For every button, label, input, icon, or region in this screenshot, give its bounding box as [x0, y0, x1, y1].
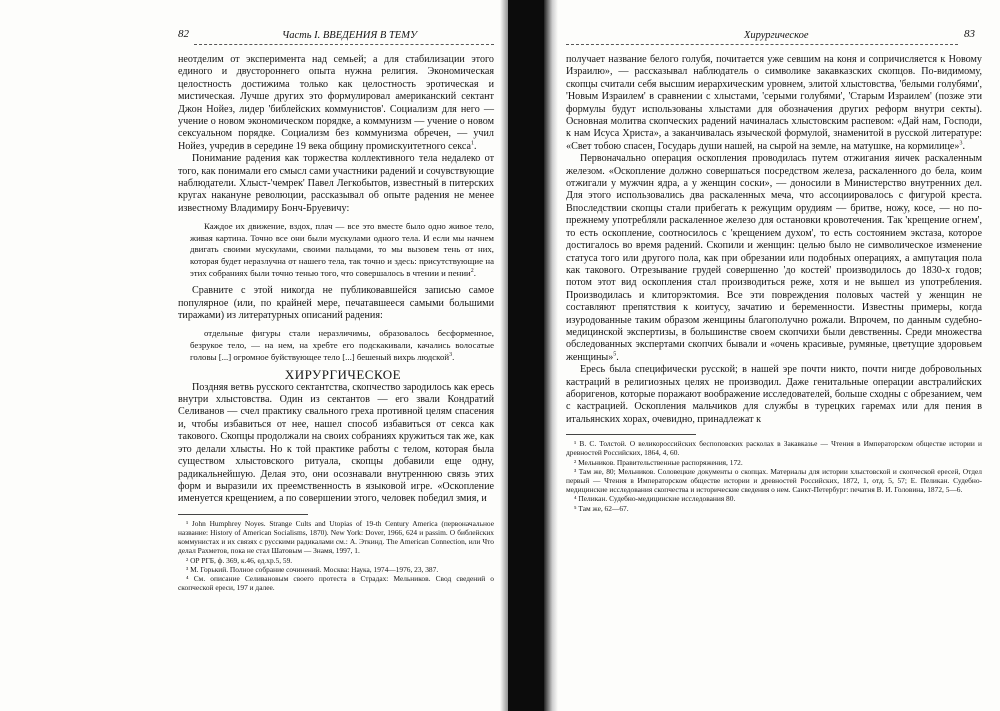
- footnote: ⁵ Там же, 62—67.: [574, 503, 629, 513]
- left-paragraph: Понимание радения как торжества коллективного тела недалеко от того, как понимали его смысл сами участники радений и сочувствующие наблюдатели. Хлыст-'чемрек' Павел Легкобытов, известный в питерских кругах накануне революции, рассказывал об опыте радения не менее известному Владимиру Бонч-Бруевичу:: [178, 153, 494, 214]
- book-gutter: [508, 0, 546, 711]
- right-page-number: 83: [964, 28, 975, 40]
- footnote: ² ОР РГБ, ф. 369, к.46, ед.хр.5, 59.: [186, 555, 293, 565]
- footnote-rule: [566, 434, 696, 435]
- block-quote: отдельные фигуры стали неразличимы, образовалось бесформенное, безрукое тело, — на нем, на хребте его подскакивали, качались волосатые головы [...] огромное буйствующее тело [...] бешеный вихрь людской$^3$.: [190, 328, 494, 362]
- right-text-column: [566, 54, 982, 513]
- left-text-column: [178, 54, 494, 592]
- left-paragraph: Поздняя ветвь русского сектантства, скопчество зародилось как ересь внутри хлыстовства. Один из сектантов — его звали Кондратий Селиванов — счел практику свального греха противной целям спасения и, чтобы избавиться от нее, нашел способ избавиться от секса как такового. Скопцы продолжали на своих собраниях кружиться так же, как это делали хлысты. Но к той практике работы с телом, которая была существом хлыстовского ритуала, скопцы добавили еще одну, радикальнейшую. Делая это, они осознавали внутреннюю связь этих форм и выразили их преемственность в языковой игре. «Оскопление именуется крещением, а по совершении этого, человек победил змия, и: [178, 381, 494, 505]
- left-running-head: Часть I. ВВЕДЕНИЯ В ТЕМУ: [282, 30, 418, 41]
- footnote: ⁴ См. описание Селивановым своего протеста в Страдах: Мельников. Свод сведений о скопческой ереси, 197 и далее.: [178, 573, 494, 593]
- section-title: ХИРУРГИЧЕСКОЕ: [284, 367, 402, 383]
- left-footnotes: [178, 519, 494, 593]
- right-paragraph: Первоначально операция оскопления проводилась путем отжигания яичек раскаленным железом. «Оскопление должно совершаться посредством железа, раскаленного до бела, коим отжигали у мужчин ядра, а у женщин соски», — доносили в Министерство внутренних дел. Для этого использовались два раскаленных меча, что ассоциировалось с фигурой креста. Впоследствии скопцы стали прибегать к режущим орудиям — бритве, ножу, косе, — но по-прежнему употребляли раскаленное железо для остановки кровотечения. Так 'крещение огнем', то есть оскопление, соотносилось с 'крещением духом', то есть состоянием экстаза, которое достигалось во время радений. Скопили и женщин: целью было не символическое изменение статуса того или другого пола, как при обрезании или подобных операциях, а ампутация пола как такового. Отрезывание грудей совершенно 'до костей' производилось до 1830-х годов; потом этот вид оскопления стал производиться реже, хотя и не вышел из употребления. Производилась и клиторэктомия. Все эти повреждения половых частей у женщин не составляют препятствия к коитусу, зачатию и беременности. Известны примеры, когда изуродованные таким образом женщины благополучно рожали. Впрочем, по данным судебно-медицинской экспертизы, в большинстве своем скопчихи были девственны. Среди множества обследованных экспертами скопчих бывали и «очень красивые, румяные, цветущие здоровьем женщины»$^5$.: [566, 153, 982, 363]
- left-paragraph: Сравните с этой никогда не публиковавшейся записью самое популярное (или, по крайней мере, печатавшееся самыми большими тиражами) из литературных описаний радения:: [178, 285, 494, 322]
- footnote: ⁴ Пеликан. Судебно-медицинские исследования 80.: [574, 494, 736, 504]
- right-running-head: Хирургическое: [744, 30, 809, 41]
- block-quote: Каждое их движение, вздох, плач — все это вместе было одно живое тело, живая картина. Точно все они были мускулами одного тела. И если мы начнем двигать своими мускулами, своими пальцами, то мы вызовем тень от них, которая будет неразлучна от нашего тела, так точно и здесь: присутствующие на этих собраниях были точно тенью того, что совершалось в чтении и пении$^2$.: [190, 221, 494, 278]
- left-page-number: 82: [178, 28, 189, 40]
- right-footnotes: [566, 439, 982, 513]
- right-head-rule: [566, 44, 958, 45]
- left-head-rule: [194, 44, 494, 45]
- left-paragraph: неотделим от эксперимента над семьей; а для стабилизации этого единого и двустороннего опыта нужна религия. Экономическая целостность достижима только как целостность эротическая и мистическая. Лучше других это формулировал американский сектант Джон Нойез, лидер 'библейских коммунистов'. Социализм для него — учение о новом экономическом порядке, а коммунизм — учение о новом сексуальном порядке. Социализм без коммунизма обречен, — учил Нойез, учредив в середине 19 века общину промискуитетного секса$^1$.: [178, 54, 494, 152]
- footnote: ¹ John Humphrey Noyes. Strange Cults and Utopias of 19-th Century America (первоначальное название: History of American Socialisms, 1870). New York: Dover, 1966, 624 и passim. О библейских коммунистах и их связях с русскими радикалами см.: А. Эткинд. The American Connection, или Что делал Рахметов, пока не стал Шатовым — Знамя, 1997, 1.: [178, 518, 494, 556]
- footnote: ³ М. Горький. Полное собрание сочинений. Москва: Наука, 1974—1976, 23, 387.: [186, 564, 439, 574]
- footnote: ³ Там же, 80; Мельников. Соловецкие документы о скопцах. Материалы для истории хлыстовской и скопческой ересей, Отдел первый — Чтения в Императорском обществе истории и древностей Российских, 1872, 1, отд. 5, 57; Е. Пеликан. Судебно-медицинские исследования скопчества и исторические сведения о нем. Санкт-Петербург: печатня В. И. Головина, 1872, 5—6.: [566, 466, 982, 495]
- footnote: ² Мельников. Правительственные распоряжения, 172.: [574, 457, 743, 467]
- right-page: [556, 0, 1000, 711]
- footnote: ¹ В. С. Толстой. О великороссийских беспоповских расколах в Закавказье — Чтения в Императорском обществе истории и древностей Российских, 1864, 4, 60.: [566, 439, 982, 458]
- footnote-rule: [178, 514, 308, 515]
- right-paragraph: получает название белого голубя, почитается уже севшим на коня и сопричисляется к Новому Израилю», — рассказывал наблюдатель о символике закавказских скопцов. По-видимому, скопцы считали себя высшим иерархическим уровнем, элитой хлыстовства, 'белыми голубями', 'Новым Израилем' в сравнении с хлыстами, 'серыми голубями', 'Старым Израилем' (позже эти формулы будут использованы хлыстами для обозначения других реформ внутри секты). Основная молитва скопческих радений начиналась хлыстовским распевом: «Дай нам, Господи, к нам Исуса Христа», а заканчивалась языческой формулой, знаменитой в русской литературе: «Свет тобою спасен, Государь души нашей, на сырой на земле, на матушке, на кормилице»$^3$.: [566, 54, 982, 152]
- right-paragraph: Ересь была специфически русской; в нашей эре почти никто, почти нигде добровольных кастраций в религиозных целях не производил. Даже генитальные операции австралийских аборигенов, которые поражают воображение исследователей, больше сходны с обрезанием, чем с кастрацией. Оскопления мальчиков для службы в турецких гаремах или для пения в итальянских хорах, очевидно, принадлежат к: [566, 364, 982, 425]
